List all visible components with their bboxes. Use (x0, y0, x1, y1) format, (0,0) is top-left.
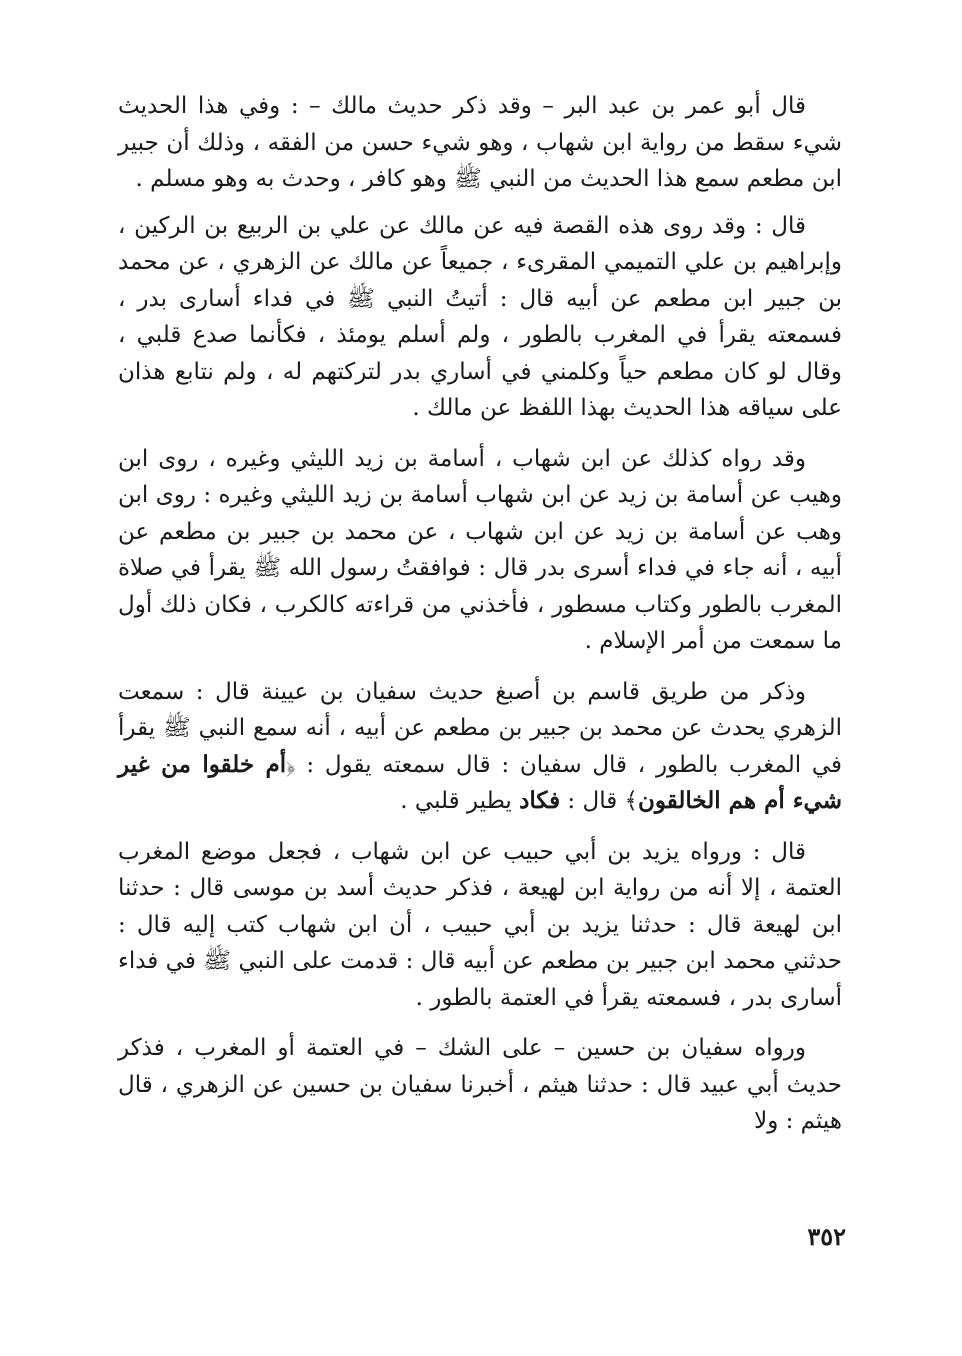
paragraph-6: ورواه سفيان بن حسين – على الشك – في العتمة أو المغرب ، فذكر حديث أبي عبيد قال : حدثنا هيثم ، أخبرنا سفيان بن حسين عن الزهري ، قال هيثم : ولا (118, 1035, 842, 1134)
paragraph-4 (118, 674, 842, 820)
paragraph-4-text: وذكر من طريق قاسم بن أصبغ حديث سفيان بن عيينة قال : سمعت الزهري يحدث عن محمد بن جبير بن مطعم عن أبيه ، أنه سمع النبي ﷺ يقرأ في المغرب بالطور ، قال سفيان : قال سمعته يقول : ﴿ (118, 678, 842, 778)
paragraph-1: قال أبو عمر بن عبد البر – وقد ذكر حديث مالك – : وفي هذا الحديث شيء سقط من رواية ابن شهاب ، وهو شيء حسن من الفقه ، وذلك أن جبير ابن مطعم سمع هذا الحديث من النبي ﷺ وهو كافر ، وحدث به وهو مسلم . (118, 93, 842, 192)
paragraph-2: قال : وقد روى هذه القصة فيه عن مالك عن علي بن الربيع بن الركين ، وإبراهيم بن علي التميمي المقرىء ، جميعاً عن مالك عن الزهري ، عن محمد بن جبير ابن مطعم عن أبيه قال : أتيتُ النبي ﷺ في فداء أسارى بدر ، فسمعته يقرأ في المغرب بالطور ، ولم أسلم يومئذ ، فكأنما صدع قلبي ، وقال لو كان مطعم حياً وكلمني في أساري بدر لتركتهم له ، ولم نتابع هذان على سياقه هذا الحديث بهذا اللفظ عن مالك . (118, 212, 842, 421)
paragraph-4-end: يطير قلبي . (400, 788, 520, 814)
page-number: ٣٥٢ (807, 1222, 846, 1251)
paragraph-5: قال : ورواه يزيد بن أبي حبيب عن ابن شهاب ، فجعل موضع المغرب العتمة ، إلا أنه من رواية ابن لهيعة ، فذكر حديث أسد بن موسى قال : حدثنا ابن لهيعة قال : حدثنا يزيد بن أبي حبيب ، أن ابن شهاب كتب إليه قال : حدثني محمد ابن جبير بن مطعم عن أبيه قال : قدمت على النبي ﷺ في فداء أسارى بدر ، فسمعته يقرأ في العتمة بالطور . (118, 838, 842, 1011)
body-text (118, 88, 842, 1154)
quran-verse: أم خلقوا من غير شيء أم هم الخالقون (118, 750, 842, 814)
bold-word: فكاد (519, 787, 561, 814)
paragraph-3: وقد رواه كذلك عن ابن شهاب ، أسامة بن زيد الليثي وغيره ، روى ابن وهيب عن أسامة بن زيد عن ابن شهاب أسامة بن زيد الليثي وغيره : روى ابن وهب عن أسامة بن زيد عن ابن شهاب ، عن محمد بن جبير بن مطعم عن أبيه ، أنه جاء في فداء أسرى بدر قال : فوافقتُ رسول الله ﷺ يقرأ في صلاة المغرب بالطور وكتاب مسطور ، فأخذني من قراءته كالكرب ، فكان ذلك أول ما سمعت من أمر الإسلام . (118, 445, 842, 654)
paragraph-4-middle: ﴾ قال : (560, 788, 638, 814)
